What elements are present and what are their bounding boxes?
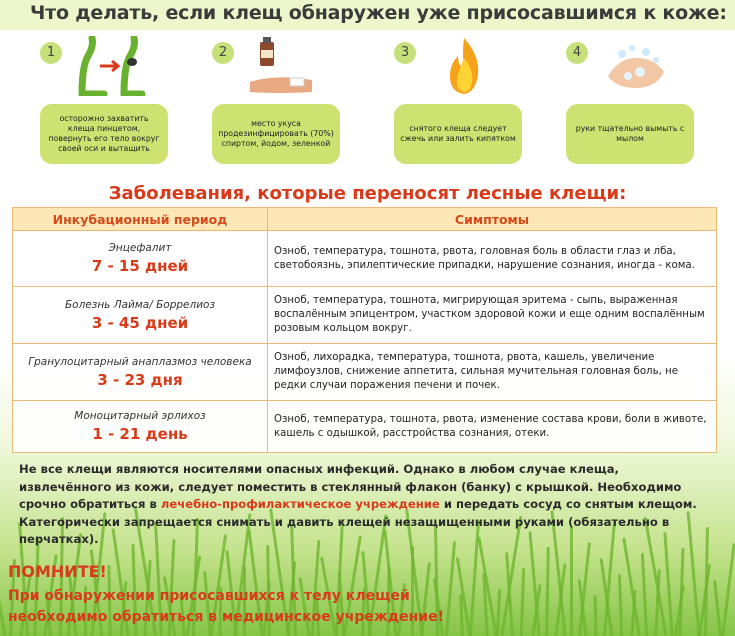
disease-cell [13,344,268,401]
table-row [13,344,717,401]
tweezers-icon [74,36,146,96]
incubation-days: 1 - 21 день [92,425,188,443]
remember-title: ПОМНИТЕ! [8,562,107,581]
disease-cell [13,231,268,287]
table-row [13,287,717,344]
step-number: 4 [566,42,588,64]
symptoms-cell: Озноб, лихорадка, температура, тошнота, рвота, кашель, увеличение лимфоузлов, снижение аппетита, сильная мучительная головная боль, не редки случаи поражения печени и почек. [268,344,717,401]
column-header-incubation: Инкубационный период [13,208,268,231]
symptoms-cell: Озноб, температура, тошнота, рвота, изменение состава крови, боли в животе, кашель с одышкой, расстройства сознания, отеки. [268,401,717,453]
disease-name: Энцефалит [108,242,172,254]
disease-cell [13,401,268,453]
diseases-table [12,207,717,453]
diseases-title: Заболевания, которые переносят лесные клещи: [108,183,627,204]
step-text: осторожно захватить клеща пинцетом, повернуть его тело вокруг своей оси и вытащить [40,104,168,164]
step-text: руки тщательно вымыть с мылом [566,104,694,164]
remember-text [8,586,444,628]
step-number: 3 [394,42,416,64]
fire-icon [428,36,500,96]
notice-text: Не все клещи являются носителями опасных инфекций. Однако в любом случае клеща, извлечённого из кожи, следует поместить в стеклянный флакон (банку) с крышкой. Необходимо срочно обратиться в [19,462,682,511]
table-header [13,208,717,231]
symptoms-cell: Озноб, температура, тошнота, мигрирующая эритема - сыпь, выраженная воспалённым эпицентром, участком здоровой кожи и еще одним воспалённым розовым кольцом вокруг. [268,287,717,344]
step-3 [394,36,534,166]
table-row [13,231,717,287]
remember-line-1: При обнаружении присосавшихся к телу клещей [8,588,410,604]
column-header-symptoms: Симптомы [268,208,717,231]
step-number: 2 [212,42,234,64]
notice-text-end: и передать сосуд со снятым клещом. Категорически запрещается снимать и давить клещей незащищенными руками (обязательно в перчатках). [19,497,697,546]
disinfectant-icon [246,36,318,96]
incubation-days: 3 - 23 дня [97,370,183,389]
incubation-days: 3 - 45 дней [91,313,189,332]
disease-name: Моноцитарный эрлихоз [74,410,206,422]
step-2 [212,36,352,166]
remember-line-2: необходимо обратиться в медицинское учреждение! [8,609,444,625]
step-1 [40,36,180,166]
step-number: 1 [40,42,62,64]
disease-cell [13,287,268,344]
header-bar [0,0,735,30]
disease-name: Гранулоцитарный анаплазмоз человека [28,355,252,368]
table-row [13,401,717,453]
wash-hands-icon [600,36,672,96]
page-title: Что делать, если клещ обнаружен уже присосавшимся к коже: [30,2,727,24]
step-text: снятого клеща следует сжечь или залить кипятком [394,104,522,164]
disease-name: Болезнь Лайма/ Боррелиоз [64,298,216,311]
incubation-days: 7 - 15 дней [91,257,189,275]
notice-paragraph [19,461,709,549]
step-text: место укуса продезинфицировать (70%) спиртом, йодом, зеленкой [212,104,340,164]
symptoms-cell: Озноб, температура, тошнота, рвота, головная боль в области глаз и лба, светобоязнь, эпилептические припадки, нарушение сознания, иногда - кома. [268,231,717,287]
step-4 [566,36,706,166]
notice-highlight: лечебно-профилактическое учреждение [160,497,440,511]
